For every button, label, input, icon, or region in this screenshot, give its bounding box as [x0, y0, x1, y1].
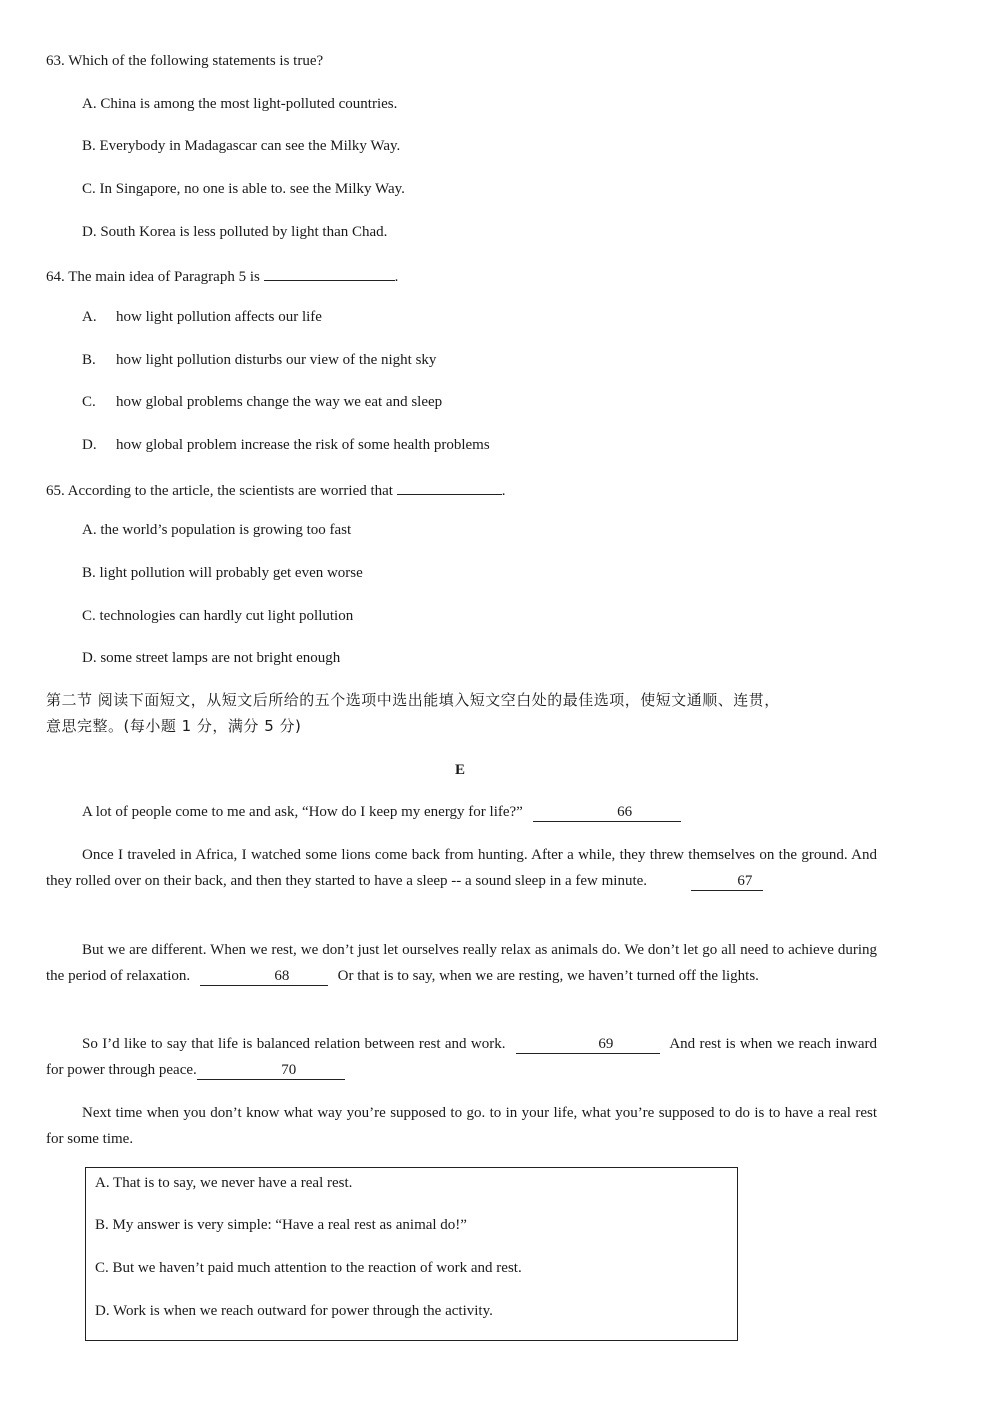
- paragraph-text: So I’d like to say that life is balanced relation between rest and work.: [82, 1036, 506, 1052]
- option-letter: B.: [82, 352, 96, 368]
- paragraph-2: [46, 842, 877, 894]
- question-65-stem: [46, 478, 505, 501]
- q63-option-b: B. Everybody in Madagascar can see the Milky Way.: [82, 138, 401, 154]
- question-64-stem: [46, 264, 398, 287]
- answer-option-a: A. That is to say, we never have a real rest.: [95, 1175, 353, 1191]
- q64-option-a: [82, 307, 322, 327]
- paragraph-3: [46, 937, 877, 989]
- q64-option-c: [82, 392, 442, 412]
- option-text: how global problem increase the risk of some health problems: [116, 437, 490, 453]
- q65-option-a: A. the world’s population is growing too fast: [82, 522, 352, 538]
- paragraph-4: [46, 1031, 877, 1083]
- paragraph-text: Or that is to say, when we are resting, we haven’t turned off the lights.: [337, 968, 759, 984]
- option-letter: D.: [82, 437, 97, 453]
- option-text: how light pollution affects our life: [116, 309, 322, 325]
- option-text: how global problems change the way we eat and sleep: [116, 394, 443, 410]
- period: .: [394, 269, 399, 285]
- section-instructions-line1: 第二节 阅读下面短文，从短文后所给的五个选项中选出能填入短文空白处的最佳选项，使短文通顺、连贯，: [46, 691, 780, 709]
- period: .: [501, 483, 506, 499]
- section-instructions-line2: 意思完整。(每小题 1 分，满分 5 分): [46, 717, 302, 735]
- option-text: how light pollution disturbs our view of the night sky: [116, 352, 437, 368]
- paragraph-1: [46, 799, 877, 825]
- q64-option-b: [82, 350, 436, 370]
- paragraph-5: [46, 1100, 877, 1152]
- answer-option-b: B. My answer is very simple: “Have a real rest as animal do!”: [95, 1217, 467, 1233]
- question-64-text: 64. The main idea of Paragraph 5 is: [46, 269, 260, 285]
- q63-option-a: A. China is among the most light-polluted countries.: [82, 96, 398, 112]
- blank-66: 66: [533, 803, 681, 822]
- paragraph-text: But we are different. When we rest, we don’t just let ourselves really relax as animals do. We don’t let go all need to achieve during the period of relaxation.: [46, 942, 877, 984]
- paragraph-text: Next time when you don’t know what way you’re supposed to go. to in your life, what you’re supposed to do is to have a real rest for some time.: [46, 1105, 877, 1147]
- question-63-stem: 63. Which of the following statements is true?: [46, 53, 324, 69]
- blank-69: 69: [516, 1035, 660, 1054]
- answer-option-d: D. Work is when we reach outward for power through the activity.: [95, 1303, 493, 1319]
- question-65-text: 65. According to the article, the scientists are worried that: [46, 483, 393, 499]
- q63-option-c: C. In Singapore, no one is able to. see the Milky Way.: [82, 181, 405, 197]
- q63-option-d: D. South Korea is less polluted by light than Chad.: [82, 224, 388, 240]
- paragraph-text: A lot of people come to me and ask, “How do I keep my energy for life?”: [82, 804, 523, 820]
- blank-67: 67: [691, 872, 763, 891]
- q65-option-d: D. some street lamps are not bright enough: [82, 650, 341, 666]
- answer-options-box: [85, 1167, 738, 1341]
- q64-option-d: [82, 435, 490, 455]
- answer-option-c: C. But we haven’t paid much attention to the reaction of work and rest.: [95, 1260, 522, 1276]
- option-letter: A.: [82, 309, 97, 325]
- blank-68: 68: [200, 967, 328, 986]
- paragraph-text: And rest is when we reach inward for power through peace.: [46, 1036, 878, 1078]
- answer-blank: [397, 478, 502, 495]
- q65-option-b: B. light pollution will probably get even worse: [82, 565, 363, 581]
- passage-label: E: [454, 762, 465, 778]
- option-letter: C.: [82, 394, 96, 410]
- q65-option-c: C. technologies can hardly cut light pollution: [82, 608, 354, 624]
- answer-blank: [264, 264, 395, 281]
- paragraph-text: Once I traveled in Africa, I watched some lions come back from hunting. After a while, they threw themselves on the ground. And they rolled over on their back, and then they started to have a sleep -- a sound sleep in a few minute.: [46, 847, 877, 889]
- blank-70: 70: [197, 1061, 345, 1080]
